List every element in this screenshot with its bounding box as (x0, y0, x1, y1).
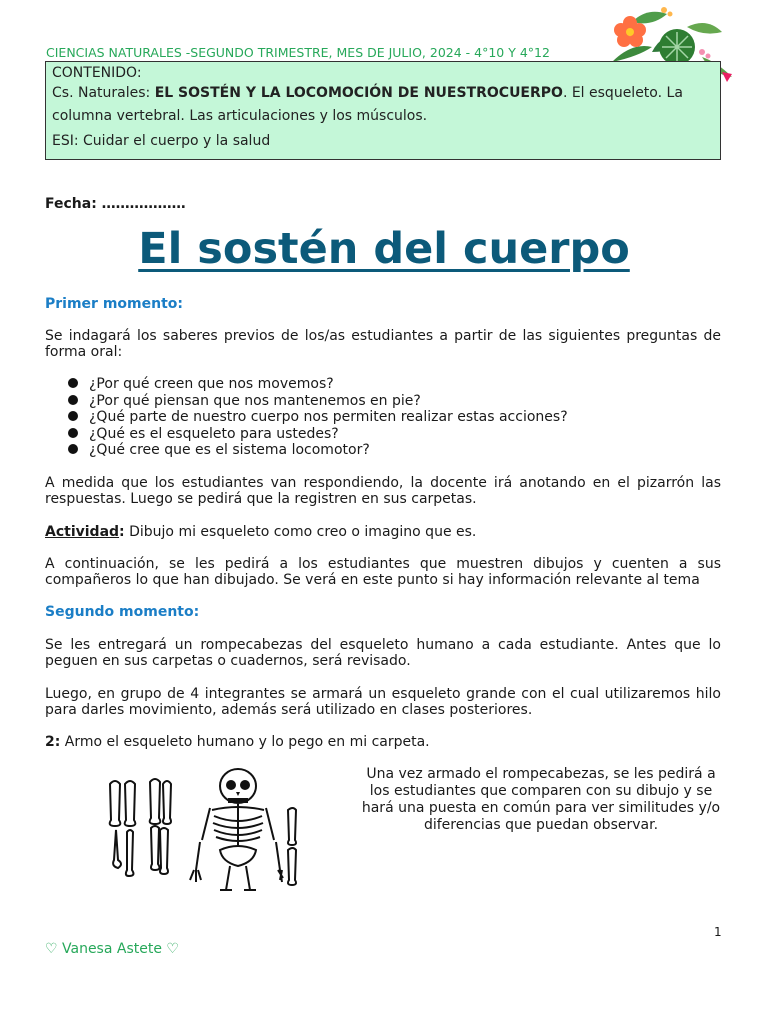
activity-text: Dibujo mi esqueleto como creo o imagino que es. (124, 524, 477, 540)
course-header-line: CIENCIAS NATURALES -SEGUNDO TRIMESTRE, MES DE JULIO, 2024 - 4°10 Y 4°12 (46, 45, 550, 60)
step-text: Armo el esqueleto humano y lo pego en mi carpeta. (60, 734, 430, 750)
docente-paragraph: A medida que los estudiantes van respondiendo, la docente irá anotando en el pizarrón las respuestas. Luego se pedirá que la registren en sus carpetas. (45, 475, 721, 507)
bullet-icon (68, 428, 78, 438)
content-line-2: columna vertebral. Las articulaciones y los músculos. (52, 108, 428, 124)
content-box (45, 61, 721, 160)
content-bold-topic: EL SOSTÉN Y LA LOCOMOCIÓN DE NUESTROCUERPO (154, 85, 563, 101)
bullet-icon (68, 411, 78, 421)
comparison-paragraph: Una vez armado el rompecabezas, se les pedirá a los estudiantes que comparen con su dibujo y se hará una puesta en común para ver similitudes y/o diferencias que puedan observar. (361, 766, 721, 833)
list-item: ¿Qué parte de nuestro cuerpo nos permiten realizar estas acciones? (68, 409, 568, 426)
list-item: ¿Por qué creen que nos movemos? (68, 376, 568, 393)
primer-momento-heading: Primer momento: (45, 296, 183, 312)
segundo-momento-heading: Segundo momento: (45, 604, 200, 620)
segundo-p1: Se les entregará un rompecabezas del esqueleto humano a cada estudiante. Antes que lo peguen en sus carpetas o cuadernos, será revisado. (45, 637, 721, 669)
content-esi-line: ESI: Cuidar el cuerpo y la salud (52, 133, 271, 149)
list-item: ¿Por qué piensan que nos mantenemos en pie? (68, 393, 568, 410)
bullet-icon (68, 395, 78, 405)
content-label: CONTENIDO: (52, 65, 142, 81)
bullet-icon (68, 378, 78, 388)
list-item: ¿Qué es el esqueleto para ustedes? (68, 426, 568, 443)
list-item: ¿Qué cree que es el sistema locomotor? (68, 442, 568, 459)
author-signature: ♡ Vanesa Astete ♡ (45, 941, 179, 957)
fecha-field: Fecha: ……………… (45, 196, 186, 212)
segundo-p2: Luego, en grupo de 4 integrantes se armará un esqueleto grande con el cual utilizaremos hilo para darles movimiento, además será utilizado en clases posteriores. (45, 686, 721, 718)
continuation-paragraph: A continuación, se les pedirá a los estudiantes que muestren dibujos y cuenten a sus compañeros lo que han dibujado. Se verá en este punto si hay información relevante al tema (45, 556, 721, 588)
step-two-line (45, 734, 721, 750)
content-prefix: Cs. Naturales: (52, 85, 155, 101)
primer-momento-intro: Se indagará los saberes previos de los/as estudiantes a partir de las siguientes preguntas de forma oral: (45, 328, 721, 360)
skeleton-puzzle-image (100, 766, 300, 896)
step-label: 2: (45, 734, 61, 750)
page-number: 1 (714, 925, 722, 939)
page-title: El sostén del cuerpo (138, 224, 630, 274)
content-suffix: . El esqueleto. La (562, 85, 683, 101)
question-list (68, 376, 568, 459)
content-topic-line (52, 83, 714, 103)
bullet-icon (68, 444, 78, 454)
activity-line: Actividad: Dibujo mi esqueleto como creo o imagino que es. (45, 524, 477, 540)
activity-label: Actividad (45, 524, 120, 540)
